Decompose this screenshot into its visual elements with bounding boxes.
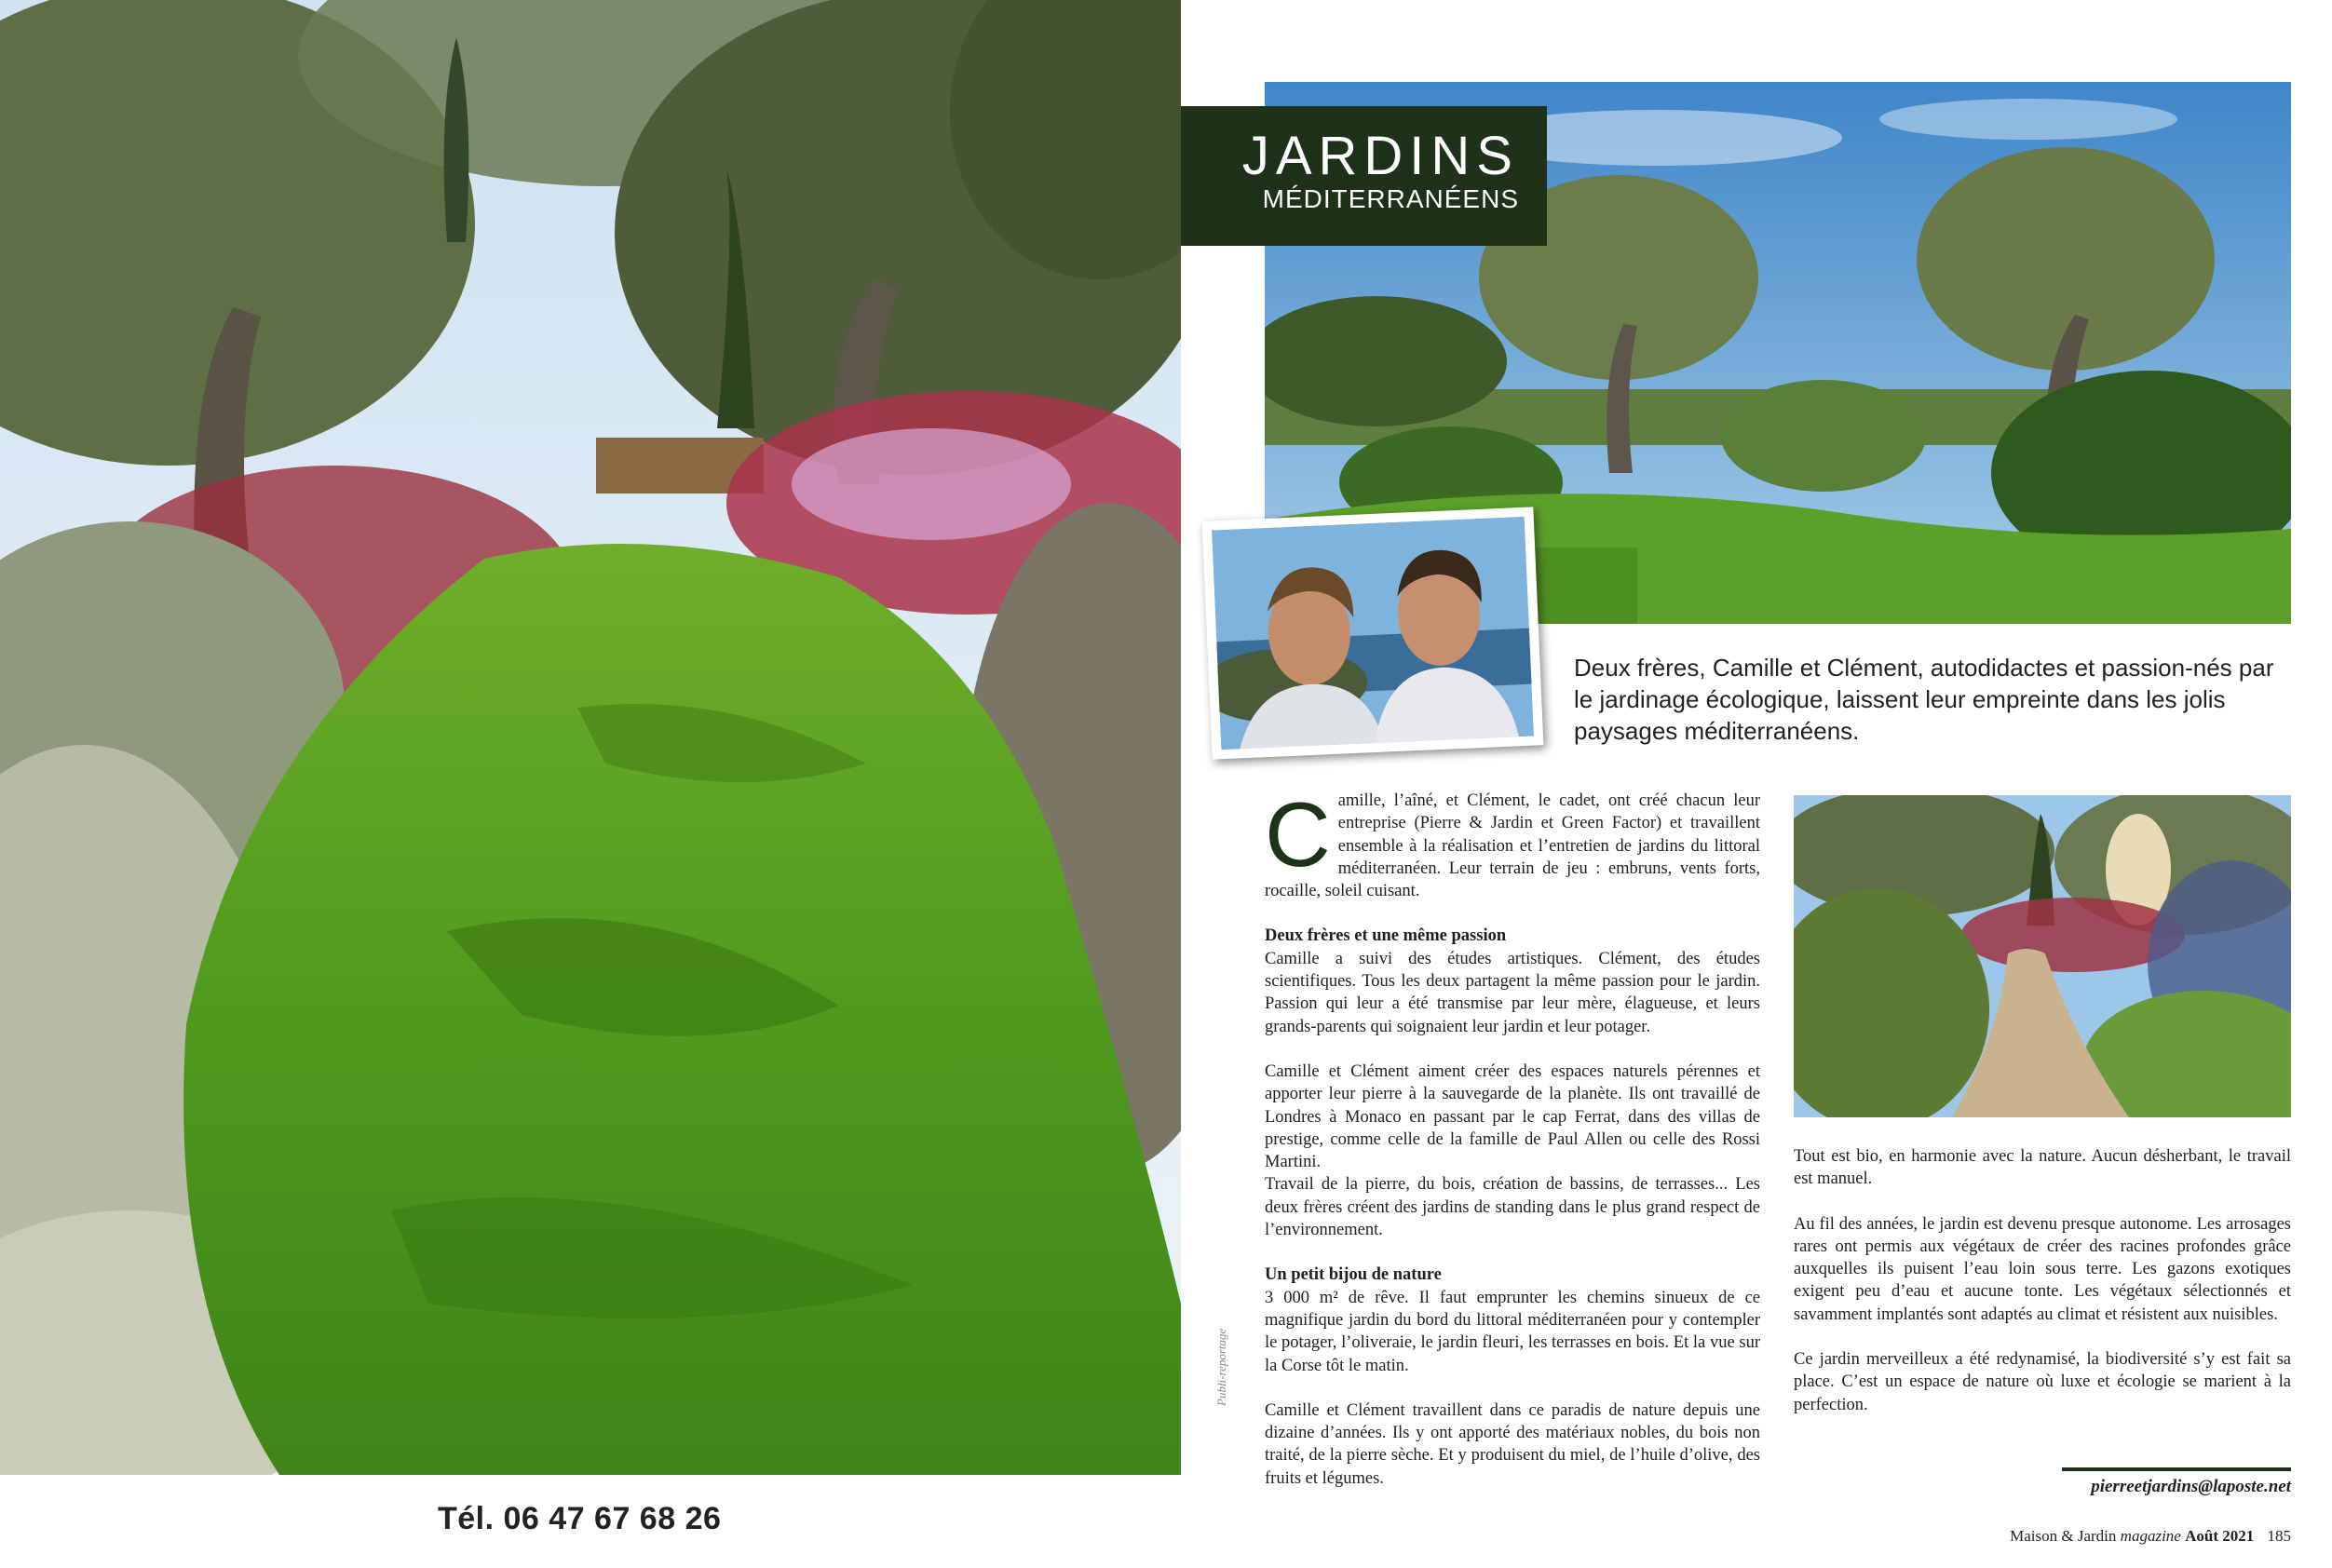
- col2-paragraph-2-text: Au fil des années, le jardin est devenu presque autonome. Les arrosages rares ont permis aux végétaux de créer des racines profondes grâce auxquelles ils puisent l’eau loin sous terre. Les gazons exotiques exigent peu d’eau et aucune tonte. Les végétaux sélectionnés et savamment implantés sont adaptés au climat et résistent aux nuisibles.: [1794, 1214, 2291, 1324]
- contact-email[interactable]: pierreetjardins@laposte.net: [2091, 1477, 2291, 1496]
- subheading-passion: Deux frères et une même passion: [1265, 926, 1507, 946]
- col2-paragraph-2: [1794, 1213, 2291, 1326]
- paragraph-5: [1265, 1399, 1760, 1490]
- article-column-2: [1794, 1145, 2291, 1439]
- paragraph-4: 3 000 m² de rêve. Il faut emprunter les chemins sinueux de ce magnifique jardin du bord du littoral méditerranéen pour y contempler le potager, l’oliveraie, le jardin fleuri, les terrasses en bois. Et la vue sur la Corse tôt le matin.: [1265, 1288, 1760, 1375]
- paragraph-5-text: Camille et Clément travaillent dans ce paradis de nature depuis une dizaine d’années. Ils y ont apporté des matériaux nobles, du bois non traité, de la pierre sèche. Et y produisent du miel, de l’huile d’olive, des fruits et légumes.: [1265, 1400, 1760, 1488]
- garden-gravel-path-photo: [1794, 795, 2291, 1117]
- email-divider: [2062, 1467, 2291, 1471]
- lead-text: amille, l’aîné, et Clément, le cadet, ont créé chacun leur entreprise (Pierre & Jardin et Green Factor) et travaillent ensemble à la réalisation et l’entretien de jardins du littoral méditerranéen. Leur terrain de jeu : embruns, vents forts, rocaille, soleil cuisant.: [1265, 791, 1760, 901]
- paragraph-1: Camille a suivi des études artistiques. Clément, des études scientifiques. Tous les deux partagent la même passion pour le jardin. Passion qui leur a été transmise par leur mère, élagueuse, et leurs grands-parents qui soignaient leur jardin et leur potager.: [1265, 949, 1760, 1036]
- section-subtitle: MÉDITERRANÉENS: [1262, 184, 1519, 213]
- paragraph-3: [1265, 1173, 1760, 1241]
- publi-reportage-label: Publi-reportage: [1214, 1328, 1228, 1406]
- footer-date: Août 2021: [2185, 1527, 2255, 1545]
- footer-magazine: magazine: [2120, 1527, 2181, 1545]
- col2-paragraph-3-text: Ce jardin merveilleux a été redynamisé, la biodiversité s’y est fait sa place. C’est un espace de nature où luxe et écologie se marient à la perfection.: [1794, 1350, 2291, 1414]
- col2-paragraph-3: [1794, 1348, 2291, 1416]
- paragraph-3-text: Travail de la pierre, du bois, création de bassins, de terrasses... Les deux frères créent des jardins de standing dans le plus grand respect de l’environnement.: [1265, 1175, 1760, 1240]
- drop-cap: C: [1265, 783, 1331, 885]
- paragraph-2: [1265, 1061, 1760, 1173]
- section-2: [1265, 1264, 1760, 1376]
- page-number: 185: [2267, 1527, 2291, 1545]
- section-1: [1265, 925, 1760, 1037]
- footer-brand: Maison & Jardin: [2010, 1527, 2117, 1545]
- page-footer: [1918, 1527, 2291, 1546]
- lead-paragraph: [1265, 783, 1760, 902]
- intro-paragraph: Deux frères, Camille et Clément, autodidactes et passion-nés par le jardinage écologique, laissent leur empreinte dans les jolis paysages méditerranéens.: [1574, 654, 2274, 745]
- section-title-box: [1181, 106, 1547, 246]
- col2-paragraph-1-text: Tout est bio, en harmonie avec la nature. Aucun désherbant, le travail est manuel.: [1794, 1147, 2291, 1189]
- section-title: JARDINS: [1241, 126, 1519, 186]
- brothers-portrait-photo: [1202, 507, 1544, 759]
- paragraph-2-text: Camille et Clément aiment créer des espaces naturels pérennes et apporter leur pierre à la sauvegarde de la planète. Ils ont travaillé de Londres à Monaco en passant par le cap Ferrat, dans des villas de prestige, comme celle de la famille de Paul Allen ou celle des Rossi Martini.: [1265, 1061, 1760, 1172]
- phone-number: Tél. 06 47 67 68 26: [438, 1501, 722, 1536]
- garden-path-photo: [0, 0, 1181, 1475]
- subheading-bijou: Un petit bijou de nature: [1265, 1265, 1442, 1285]
- article-column-1: [1265, 783, 1760, 1512]
- col2-paragraph-1: [1794, 1145, 2291, 1191]
